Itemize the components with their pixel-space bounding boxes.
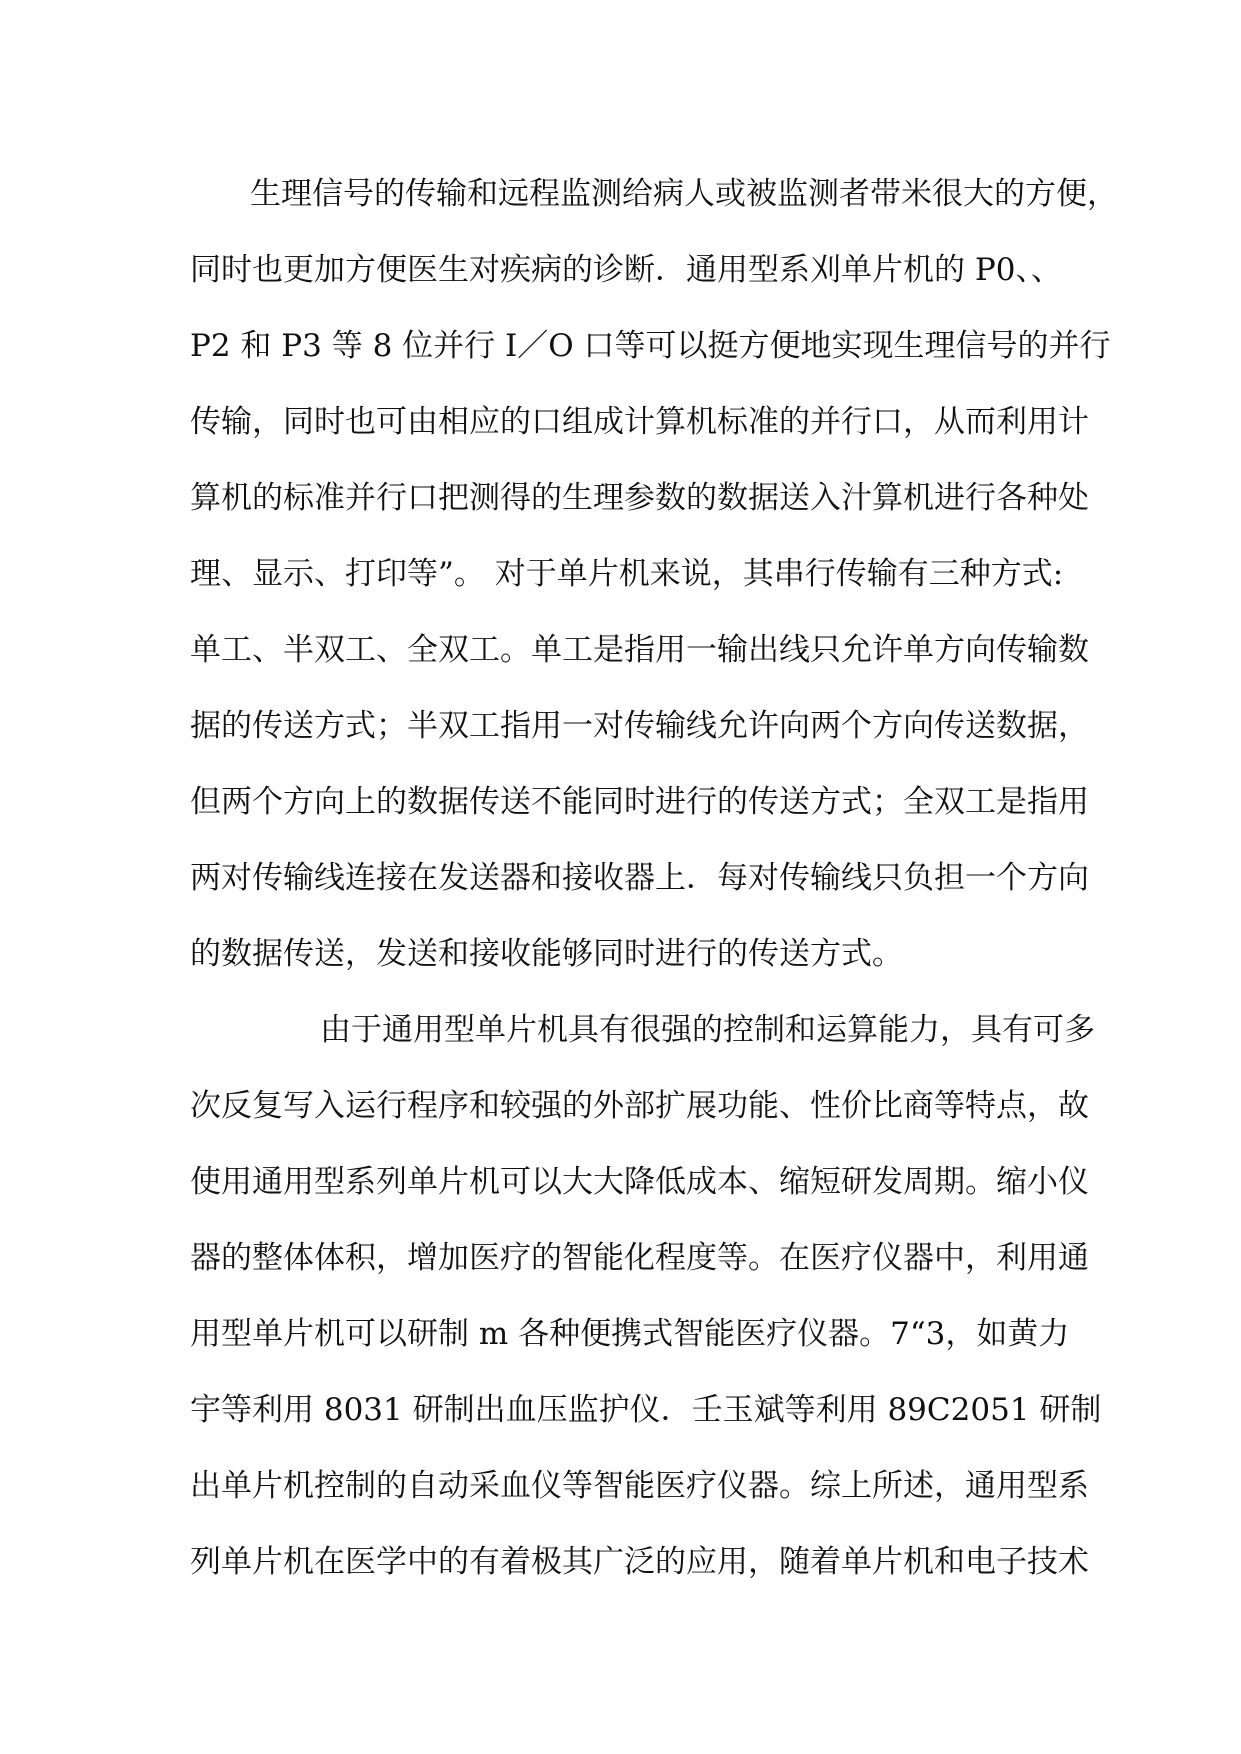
text-line: 单工、半双工、全双工。单工是指用一输出线只允许单方向传输数 bbox=[190, 632, 1089, 668]
text-line: 宇等利用 8031 研制出血压监护仪．壬玉斌等利用 89C2051 研制 bbox=[190, 1392, 1102, 1428]
text-line: 列单片机在医学中的有着极其广泛的应用，随着单片机和电子技术 bbox=[190, 1544, 1089, 1580]
text-line: 使用通用型系列单片机可以大大降低成本、缩短研发周期。缩小仪 bbox=[190, 1164, 1089, 1200]
text-line: 次反复写入运行程序和较强的外部扩展功能、性价比商等特点，故 bbox=[190, 1088, 1089, 1124]
text-line: 生理信号的传输和远程监测给病人或被监测者带米很大的方便， bbox=[250, 176, 1118, 212]
text-line: 器的整体体积，增加医疗的智能化程度等。在医疗仪器中，利用通 bbox=[190, 1240, 1089, 1276]
text-line: 据的传送方式；半双工指用一对传输线允许向两个方向传送数据， bbox=[190, 708, 1089, 744]
text-line: 理、显示、打印等”。 对于单片机来说，其串行传输有三种方式: bbox=[190, 556, 1064, 592]
text-line: 出单片机控制的自动采血仪等智能医疗仪器。综上所述，通用型系 bbox=[190, 1468, 1089, 1504]
text-line: 算机的标准并行口把测得的生理参数的数据送入汁算机进行各种处 bbox=[190, 480, 1089, 516]
text-line: P2 和 P3 等 8 位并行 I／O 口等可以挺方便地实现生理信号的并行 bbox=[190, 328, 1111, 364]
body-text bbox=[190, 163, 1118, 1607]
text-line: 用型单片机可以研制 m 各种便携式智能医疗仪器。7“3，如黄力 bbox=[190, 1316, 1070, 1352]
text-line: 的数据传送，发送和接收能够同时进行的传送方式。 bbox=[190, 936, 903, 972]
text-line: 但两个方向上的数据传送不能同时进行的传送方式；全双工是指用 bbox=[190, 784, 1089, 820]
text-line: 两对传输线连接在发送器和接收器上．每对传输线只负担一个方向 bbox=[190, 860, 1089, 896]
text-line: 由于通用型单片机具有很强的控制和运算能力，具有可多 bbox=[320, 1012, 1095, 1048]
text-line: 同时也更加方便医生对疾病的诊断．通用型系刈单片机的 P0、、 bbox=[190, 252, 1062, 288]
text-line: 传输，同时也可由相应的口组成计算机标准的并行口，从而利用计 bbox=[190, 404, 1089, 440]
